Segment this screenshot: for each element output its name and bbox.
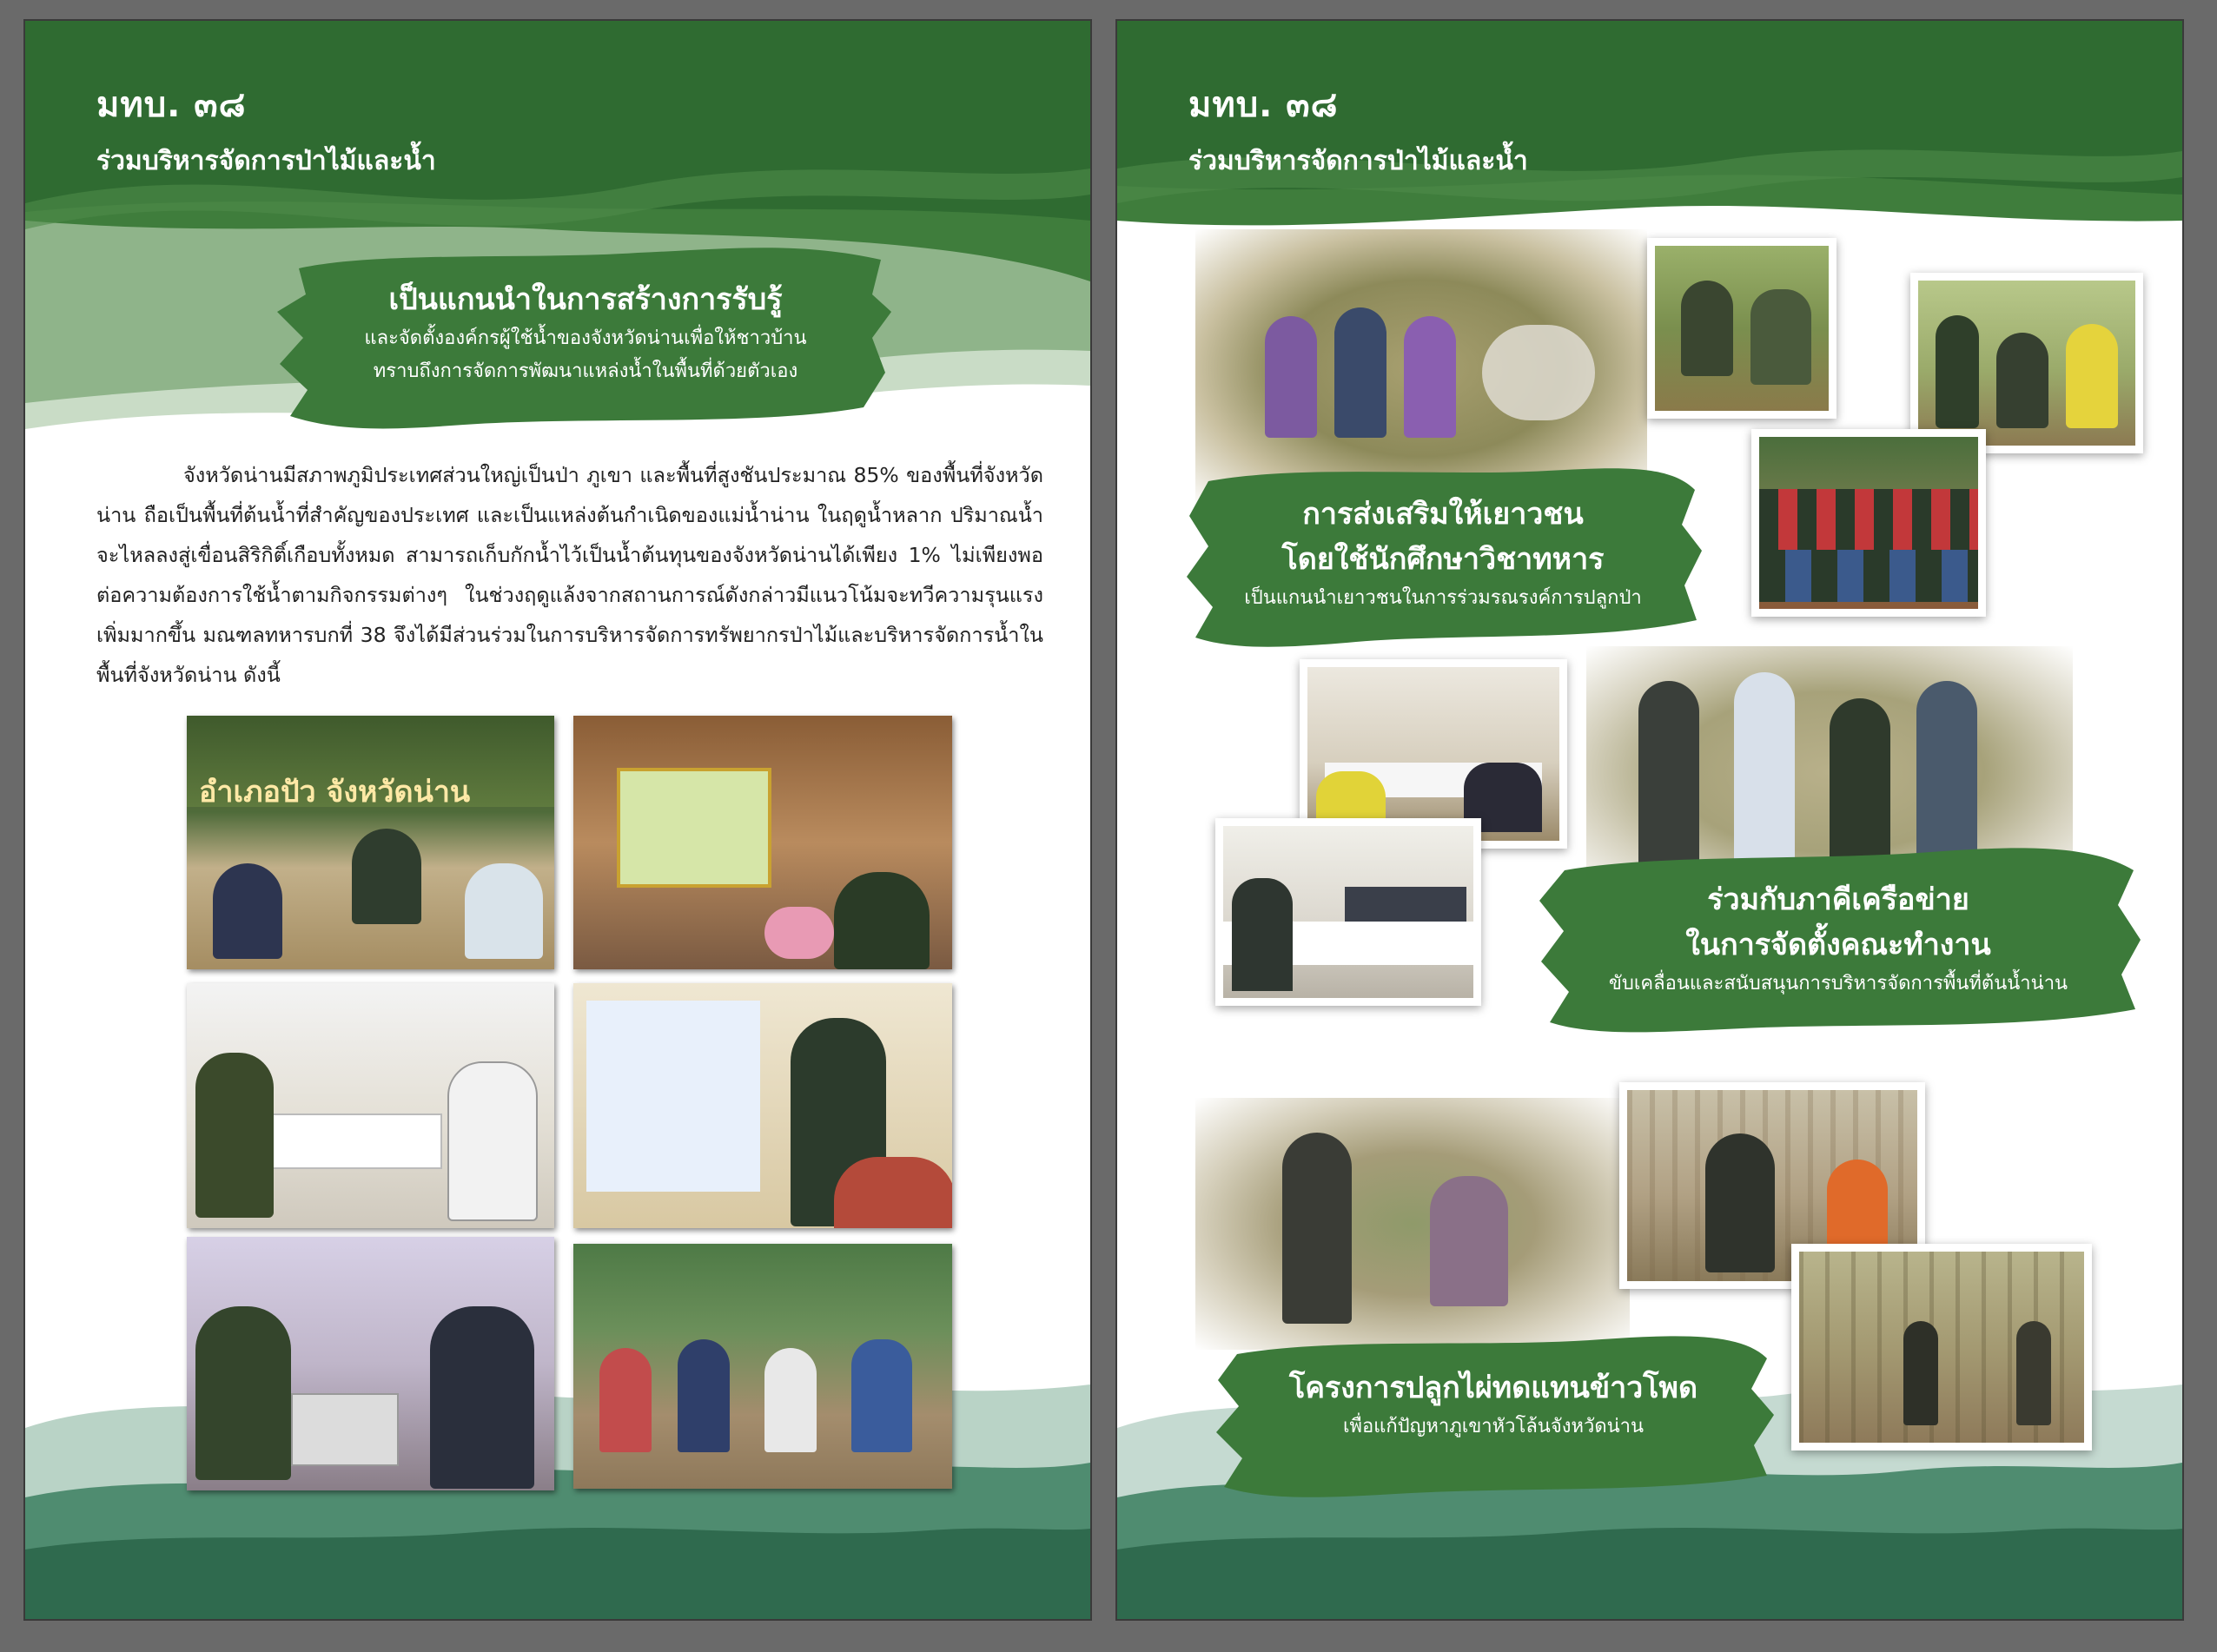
- banner-title-line-1: การส่งเสริมให้เยาวชน: [1302, 497, 1584, 532]
- right-page: [1117, 21, 2182, 1619]
- banner-line-2: ทราบถึงการจัดการพัฒนาแหล่งน้ำในพื้นที่ด้วยตัวเอง: [373, 360, 798, 382]
- meeting-photo-3: [187, 983, 554, 1228]
- brush-banner-bamboo: [1211, 1324, 1776, 1497]
- meeting-photo-1: [187, 716, 554, 969]
- banner-subtitle: เพื่อแก้ปัญหาภูเขาหัวโล้นจังหวัดน่าน: [1342, 1416, 1645, 1437]
- intro-paragraph: [96, 455, 1043, 695]
- committee-meeting-photo-2: [1215, 818, 1481, 1006]
- left-page: [25, 21, 1090, 1619]
- meeting-photo-2: [573, 716, 952, 969]
- laptop-work-photo: [187, 1237, 554, 1490]
- page-subtitle: ร่วมบริหารจัดการป่าไม้และน้ำ: [96, 146, 436, 176]
- soldiers-planting-photo-1: [1647, 238, 1836, 419]
- brush-banner-youth: [1182, 455, 1704, 655]
- community-meeting-photo: [573, 1244, 952, 1489]
- banner-title-line-2: ในการจัดตั้งคณะทำงาน: [1685, 928, 1991, 962]
- bamboo-area-visit-photo: [1195, 1098, 1630, 1350]
- banner-title: โครงการปลูกไผ่ทดแทนข้าวโพด: [1288, 1371, 1698, 1405]
- soldiers-planting-photo-2: [1910, 273, 2143, 453]
- page-subtitle: ร่วมบริหารจัดการป่าไม้และน้ำ: [1188, 146, 1528, 176]
- brush-banner-network: [1534, 836, 2142, 1044]
- page-header: [96, 76, 436, 182]
- brush-banner: [273, 234, 898, 433]
- unit-code: มทบ. ๓๘: [1188, 85, 1339, 125]
- sign-text: อำเภอปัว จังหวัดน่าน: [199, 775, 471, 809]
- banner-title: เป็นแกนนำในการสร้างการรับรู้: [388, 282, 783, 317]
- banner-title-line-2: โดยใช้นักศึกษาวิชาทหาร: [1281, 542, 1605, 577]
- banner-title-line-1: ร่วมกับภาคีเครือข่าย: [1707, 882, 1969, 917]
- cadets-photo: [1751, 429, 1986, 617]
- unit-code: มทบ. ๓๘: [96, 85, 247, 125]
- banner-subtitle: เป็นแกนนำเยาวชนในการร่วมรณรงค์การปลูกป่า: [1244, 587, 1642, 609]
- paragraph-text: จังหวัดน่านมีสภาพภูมิประเทศส่วนใหญ่เป็นป่า ภูเขา และพื้นที่สูงชันประมาณ 85% ของพื้นที่จังหวัดน่าน ถือเป็นพื้นที่ต้นน้ำที่สำคัญของประเทศ และเป็นแหล่งต้นกำเนิดของแม่น้ำน่าน ในฤดูน้ำหลาก ปริมาณน้ำจะไหลลงสู่เขื่อนสิริกิติ์เกือบทั้งหมด สามารถเก็บกักน้ำไว้เป็นน้ำต้นทุนของจังหวัดน่านได้เพียง 1% ไม่เพียงพอต่อความต้องการใช้น้ำตามกิจกรรมต่างๆ ในช่วงฤดูแล้งจากสถานการณ์ดังกล่าวมีแนวโน้มจะทวีความรุนแรงเพิ่มมากขึ้น มณฑลทหารบกที่ 38 จึงได้มีส่วนร่วมในการบริหารจัดการทรัพยากรป่าไม้และบริหารจัดการน้ำในพื้นที่จังหวัดน่าน ดังนี้: [96, 463, 1043, 687]
- banner-line-1: และจัดตั้งองค์กรผู้ใช้น้ำของจังหวัดน่านเพื่อให้ชาวบ้าน: [364, 327, 807, 349]
- banner-subtitle: ขับเคลื่อนและสนับสนุนการบริหารจัดการพื้นที่ต้นน้ำน่าน: [1608, 973, 2068, 995]
- bamboo-planting-photo-2: [1791, 1244, 2092, 1450]
- presentation-photo: [573, 983, 952, 1228]
- page-header: [1188, 76, 1528, 182]
